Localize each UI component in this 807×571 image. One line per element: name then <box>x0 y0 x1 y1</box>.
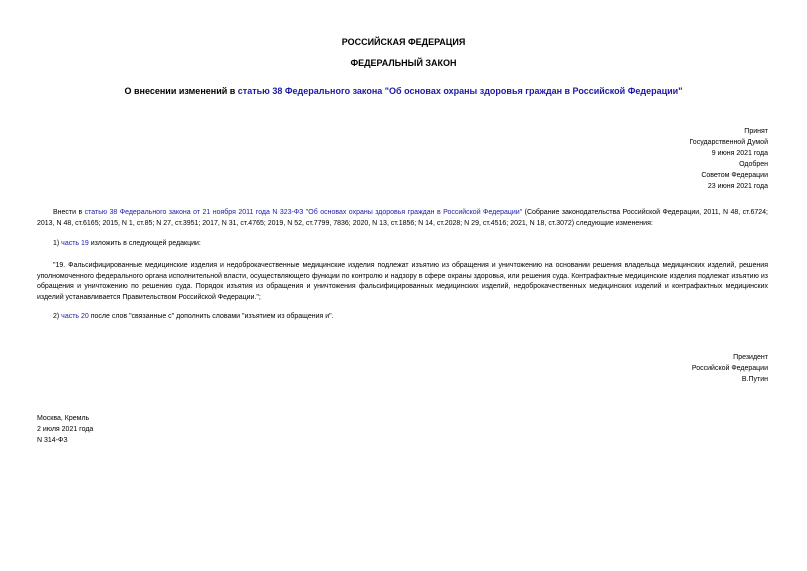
footer-number: N 314-ФЗ <box>37 437 68 444</box>
item-1-paragraph <box>37 239 768 250</box>
item-2-suffix: после слов "связанные с" дополнить словами "изъятием из обращения и". <box>88 313 334 320</box>
adoption-line: 23 июня 2021 года <box>707 183 768 190</box>
adoption-line: Государственной Думой <box>689 139 768 146</box>
quote-paragraph: "19. Фальсифицированные медицинские изделия и недоброкачественные медицинские изделия подлежат изъятию из обращения и уничтожению на основании решения владельца медицинских изделий, решения уполномоченного федерального органа исполнительной власти, осуществляющего функции по контролю и надзору в сфере охраны здоровья, или решения суда. Контрафактные медицинские изделия подлежат изъятию из обращения и уничтожению по решению суда. Порядок изъятия из обращения и уничтожения фальсифицированных медицинских изделий, недоброкачественных медицинских изделий и контрафактных медицинских изделий устанавливается Правительством Российской Федерации."; <box>37 262 768 301</box>
signature-line: В.Путин <box>741 376 768 383</box>
item-2-paragraph <box>37 312 768 323</box>
country-heading: РОССИЙСКАЯ ФЕДЕРАЦИЯ <box>341 37 466 47</box>
adoption-line: 9 июня 2021 года <box>711 150 768 157</box>
intro-prefix: Внести в <box>53 209 85 216</box>
adoption-block <box>568 126 768 192</box>
item-2-link[interactable]: часть 20 <box>61 313 89 320</box>
item-1-suffix: изложить в следующей редакции: <box>88 240 201 247</box>
signature-line: Российской Федерации <box>691 365 768 372</box>
item-2-prefix: 2) <box>53 313 62 320</box>
adoption-line: Одобрен <box>739 161 768 168</box>
adoption-line: Принят <box>744 128 768 135</box>
item-1-prefix: 1) <box>53 240 62 247</box>
intro-link[interactable]: статью 38 Федерального закона от 21 ноября 2011 года N 323-ФЗ "Об основах охраны здоровья граждан в Российской Федерации" <box>84 209 523 216</box>
adoption-line: Советом Федерации <box>701 172 768 179</box>
footer-place: Москва, Кремль <box>37 415 90 422</box>
law-title-prefix: О внесении изменений в <box>124 86 238 96</box>
signature-block <box>568 352 768 385</box>
footer-date: 2 июля 2021 года <box>37 426 94 433</box>
intro-paragraph <box>37 208 768 229</box>
item-1-link[interactable]: часть 19 <box>61 240 89 247</box>
law-title <box>0 86 807 97</box>
footer-block <box>37 413 237 446</box>
signature-line: Президент <box>733 354 768 361</box>
law-type-heading: ФЕДЕРАЛЬНЫЙ ЗАКОН <box>350 58 457 68</box>
law-title-link[interactable]: статью 38 Федерального закона "Об основах охраны здоровья граждан в Российской Федерации" <box>237 86 683 96</box>
intro-suffix: (Собрание законодательства Российской Федерации, 2011, N 48, ст.6724; 2013, N 48, ст.6165; 2015, N 1, ст.85; N 27, ст.3951; 2017, N 31, ст.4765; 2019, N 52, ст.7799, 7836; 2020, N 13, ст.1856; N 14, ст.2028; N 29, ст.4516; 2021, N 18, ст.3072) следующие изменения: <box>37 209 769 227</box>
